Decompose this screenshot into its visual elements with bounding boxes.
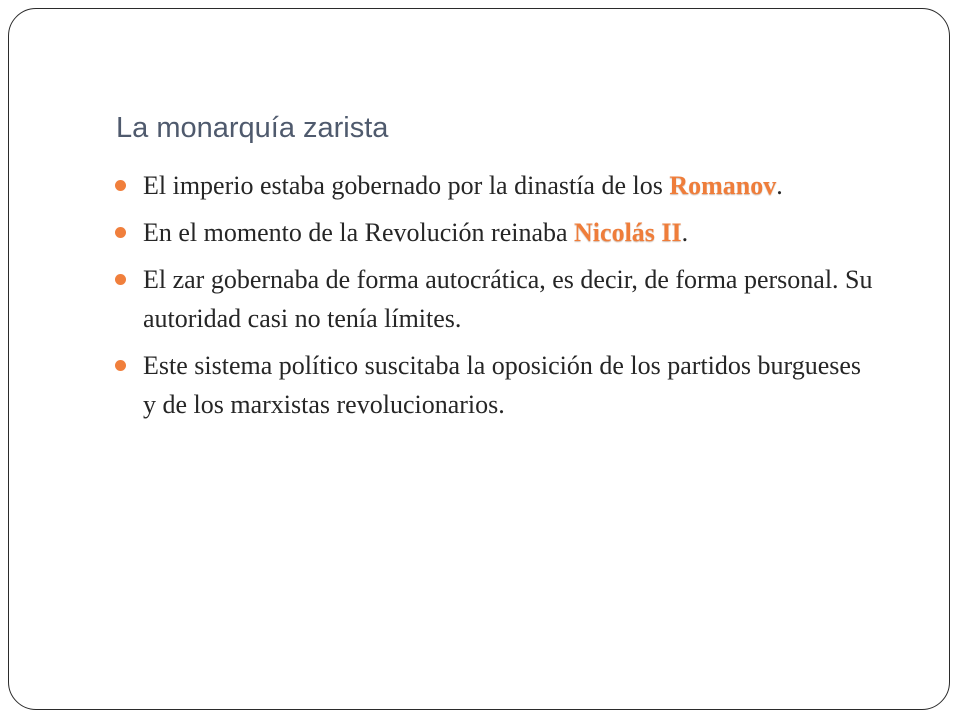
highlight-nicolas-ii: Nicolás II [574, 218, 682, 247]
bullet-text: Este sistema político suscitaba la oposición de los partidos burgueses y de los marxistas revolucionarios. [143, 351, 862, 419]
bullet-list [115, 166, 875, 432]
bullet-text: El zar gobernaba de forma autocrática, es decir, de forma personal. Su autoridad casi no tenía límites. [143, 265, 873, 333]
bullet-dot-icon [115, 180, 126, 191]
bullet-text: El imperio estaba gobernado por la dinastía de los [143, 171, 670, 200]
slide-frame [8, 8, 950, 710]
highlight-romanov: Romanov [669, 171, 777, 200]
bullet-text-end: . [681, 218, 689, 247]
bullet-text-end: . [776, 171, 783, 200]
bullet-dot-icon [115, 227, 126, 238]
bullet-dot-icon [115, 360, 126, 371]
slide-title: La monarquía zarista [116, 112, 389, 144]
bullet-item-romanov [115, 166, 875, 205]
bullet-dot-icon [115, 274, 126, 285]
bullet-item-oposicion [115, 346, 875, 424]
bullet-item-nicolas [115, 213, 875, 252]
bullet-item-autocracia [115, 260, 875, 338]
bullet-text: En el momento de la Revolución reinaba [143, 218, 575, 247]
